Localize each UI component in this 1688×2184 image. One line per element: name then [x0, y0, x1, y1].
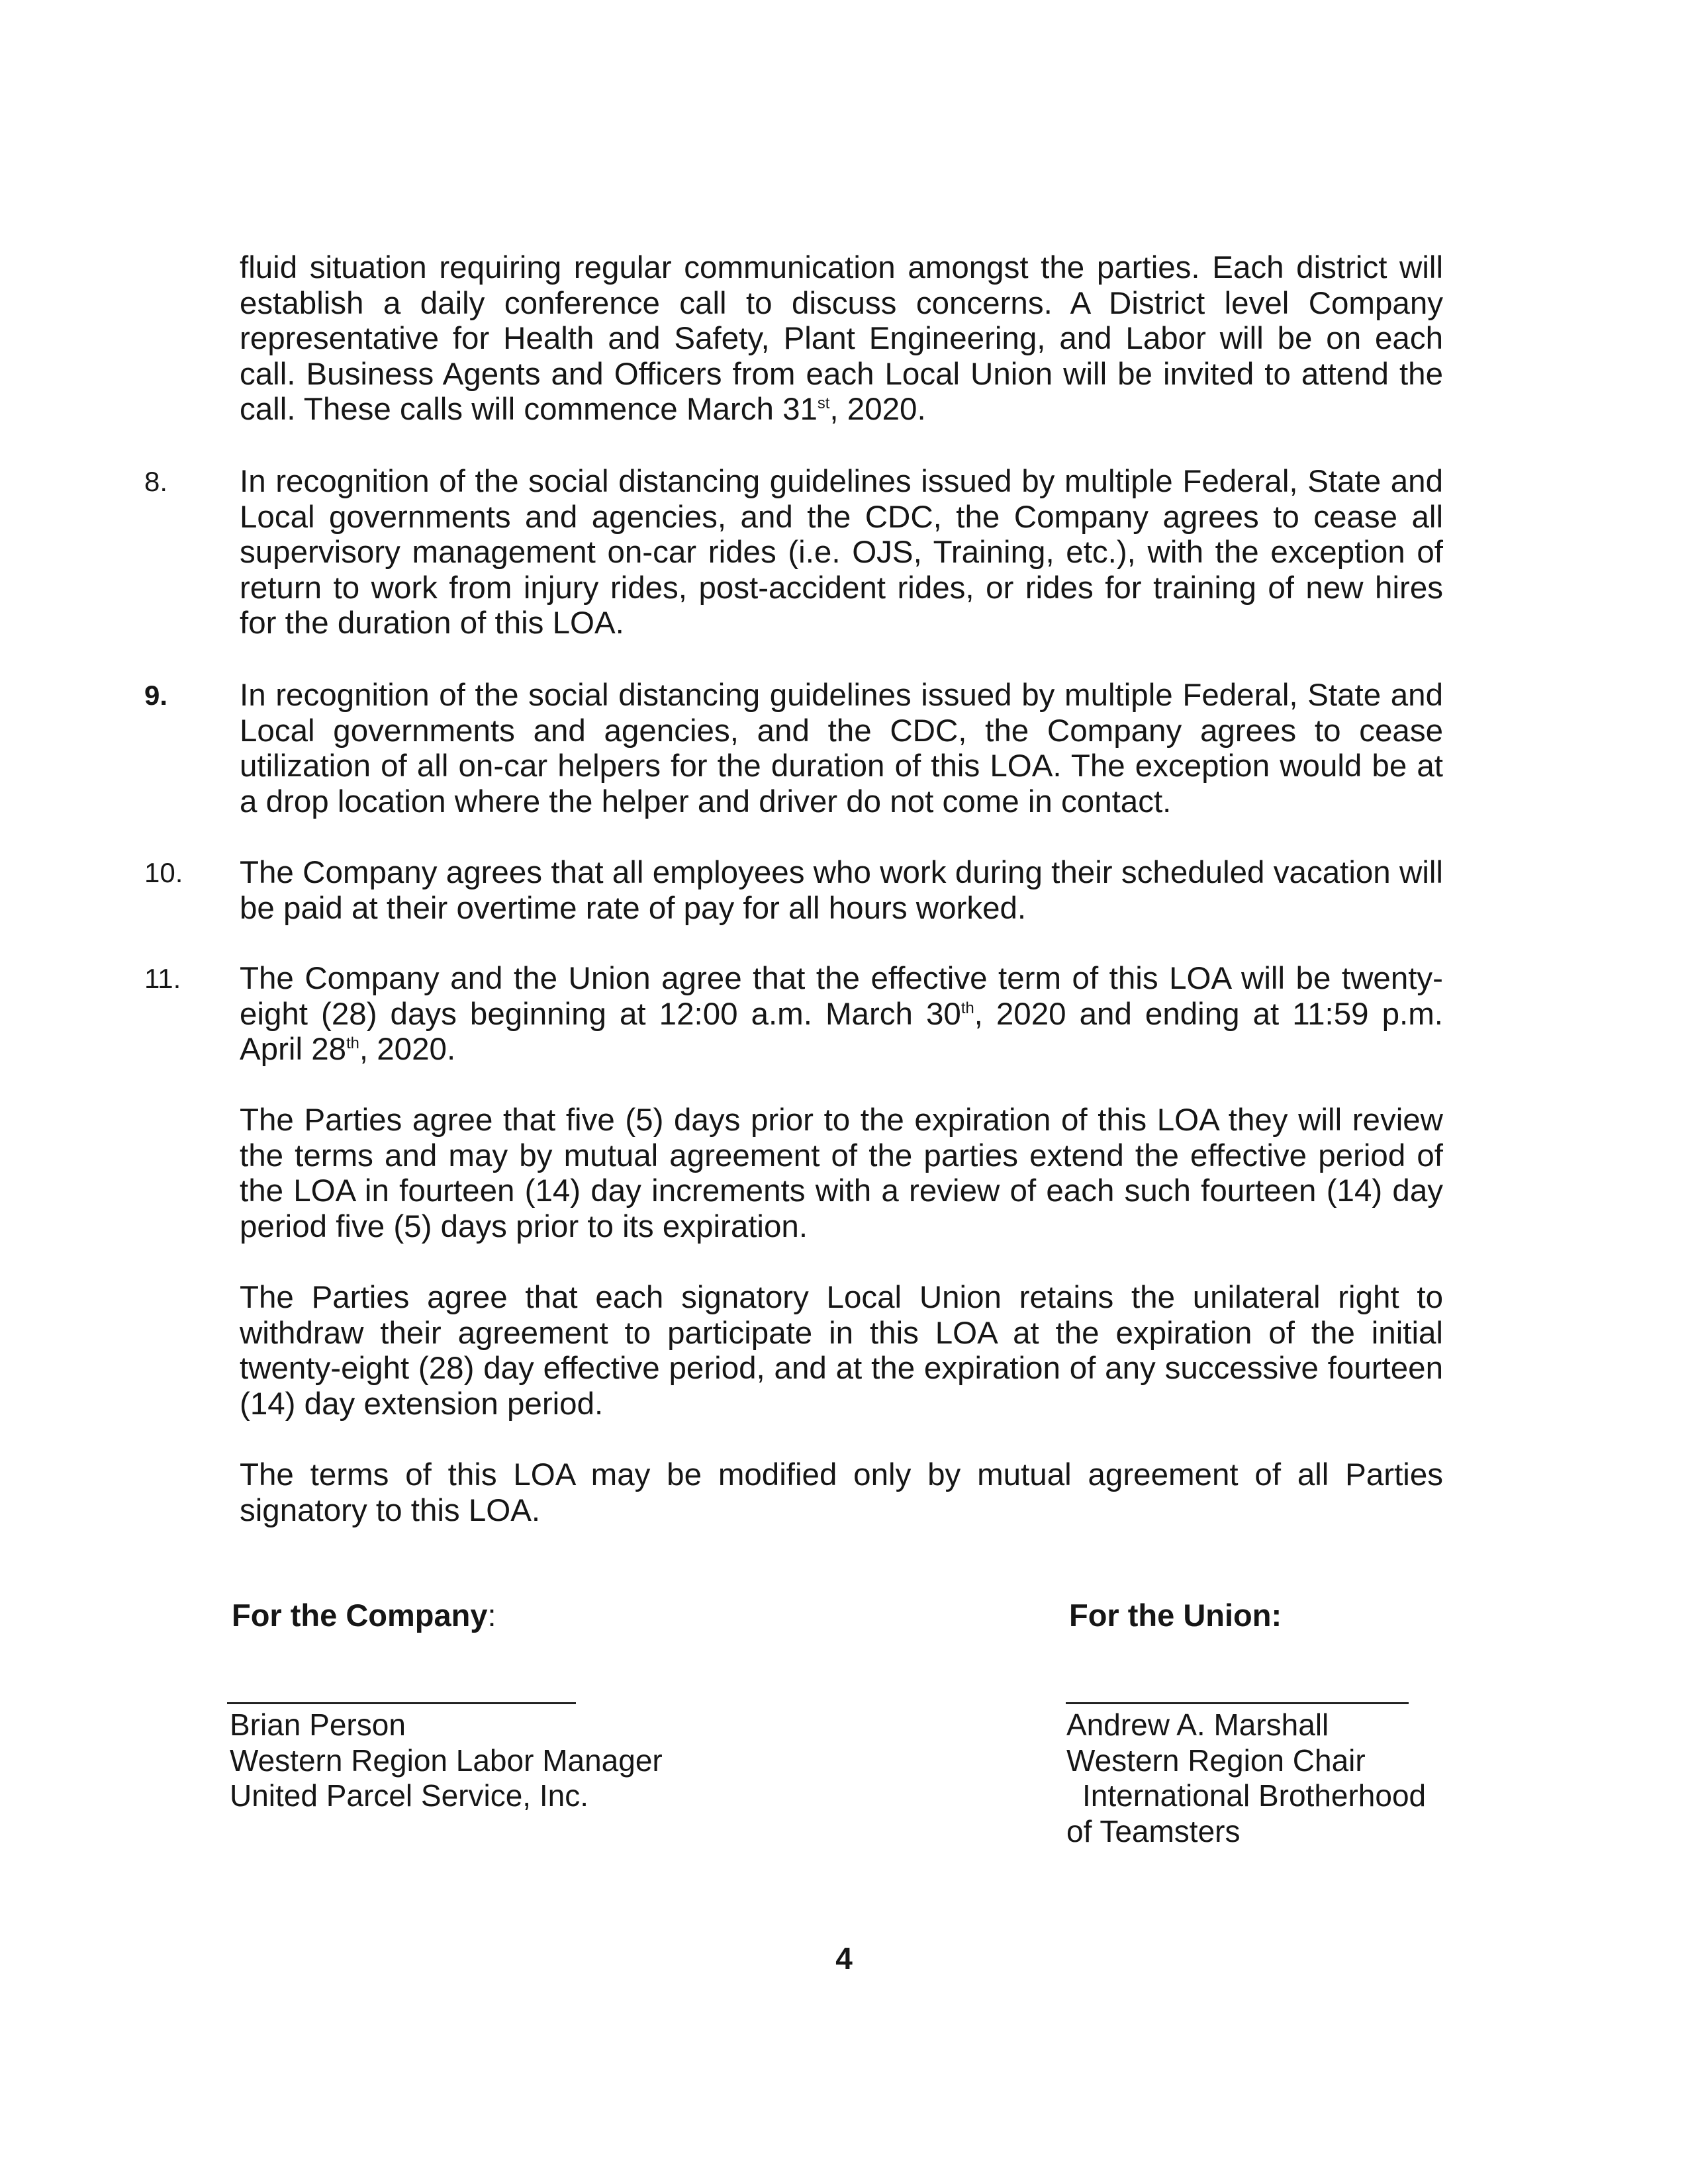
item-11-text-c: , 2020. — [359, 1032, 456, 1067]
item-11-number: 11. — [144, 963, 181, 994]
item-8-text: In recognition of the social distancing guidelines issued by multiple Federal, State and Local governments and agencies, and the CDC, the Company agrees to cease all supervisory management on-car rides (i.e. OJS, Training, etc.), with the exception of return to work from injury rides, post-accident rides, or rides for training of new hires for the duration of this LOA. — [240, 464, 1443, 641]
continuation-paragraph — [240, 250, 1443, 428]
union-signatory — [1066, 1707, 1426, 1849]
union-signatory-title: Western Region Chair — [1066, 1743, 1366, 1778]
company-signatory-title: Western Region Labor Manager — [230, 1743, 663, 1778]
item-11-text-b: , 2020 and ending at 11:59 p.m. April 28 — [240, 996, 1443, 1067]
company-signature-heading — [232, 1598, 496, 1633]
union-signatory-name: Andrew A. Marshall — [1066, 1707, 1329, 1742]
company-heading-colon: : — [487, 1598, 496, 1633]
item-8-number: 8. — [144, 466, 168, 497]
union-signatory-org-line2: of Teamsters — [1066, 1813, 1241, 1848]
item-10-number: 10. — [144, 857, 183, 888]
item-9-text: In recognition of the social distancing guidelines issued by multiple Federal, State and Local governments and agencies, and the CDC, the Company agrees to cease utilization of all on-car helpers for the duration of this LOA. The exception would be at a drop location where the helper and driver do not come in contact. — [240, 678, 1443, 819]
company-signatory-org: United Parcel Service, Inc. — [230, 1778, 589, 1813]
company-signatory — [230, 1707, 663, 1814]
union-signature-line — [1066, 1702, 1409, 1704]
page-number: 4 — [835, 1941, 853, 1976]
company-heading-text: For the Company — [232, 1598, 488, 1633]
union-signatory-org-line1: International Brotherhood — [1082, 1778, 1427, 1813]
item-11-text-a: The Company and the Union agree that the effective term of this LOA will be twenty-eight (28) days beginning at 12:00 a.m. March 30 — [240, 961, 1443, 1032]
item-11-sup-b: th — [346, 1034, 359, 1053]
review-paragraph: The Parties agree that five (5) days prior to the expiration of this LOA they will review the terms and may by mutual agreement of the parties extend the effective period of the LOA in fourteen (14) day increments with a review of each such fourteen (14) day period five (5) days prior to its expiration. — [240, 1103, 1443, 1244]
modification-paragraph: The terms of this LOA may be modified only by mutual agreement of all Parties signatory to this LOA. — [240, 1457, 1443, 1528]
company-signatory-name: Brian Person — [230, 1707, 406, 1742]
continuation-tail: , 2020. — [829, 392, 926, 427]
company-signature-line — [227, 1702, 576, 1704]
union-signature-heading: For the Union: — [1069, 1598, 1282, 1633]
withdraw-paragraph: The Parties agree that each signatory Local Union retains the unilateral right to withdraw their agreement to participate in this LOA at the expiration of the initial twenty-eight (28) day effective period, and at the expiration of any successive fourteen (14) day extension period. — [240, 1280, 1443, 1422]
item-10-text: The Company agrees that all employees who work during their scheduled vacation will be paid at their overtime rate of pay for all hours worked. — [240, 855, 1443, 926]
continuation-text: fluid situation requiring regular communication amongst the parties. Each district will establish a daily conference call to discuss concerns. A District level Company representative for Health and Safety, Plant Engineering, and Labor will be on each call. Business Agents and Officers from each Local Union will be invited to attend the call. These calls will commence March 31 — [240, 250, 1443, 427]
item-11-text — [240, 961, 1443, 1068]
item-9-number: 9. — [144, 680, 168, 711]
continuation-sup: st — [817, 394, 830, 413]
item-11-sup-a: th — [961, 999, 974, 1017]
